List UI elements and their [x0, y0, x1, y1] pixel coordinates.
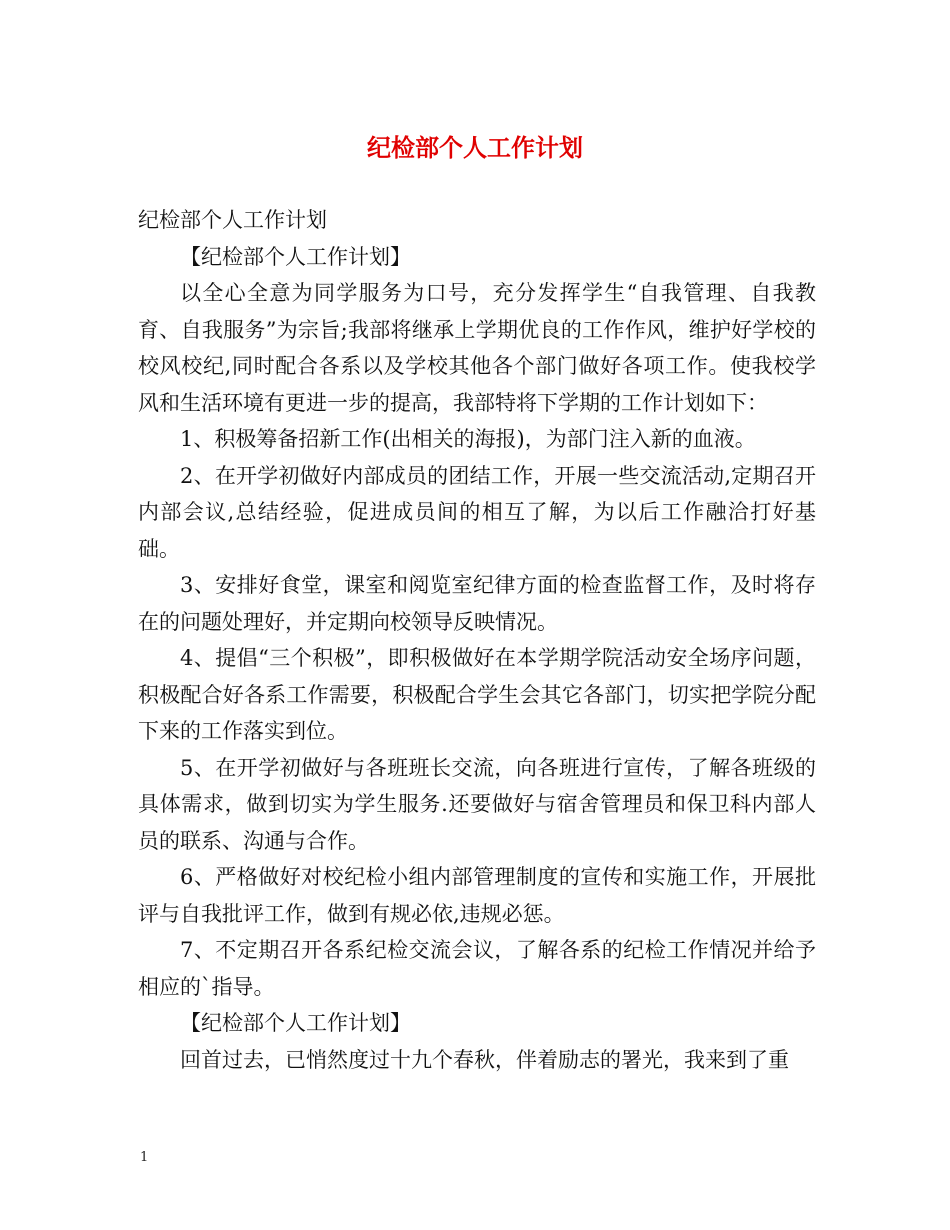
paragraph: 2、在开学初做好内部成员的团结工作，开展一些交流活动,定期召开内部会议,总结经验，促进成员间的相互了解，为以后工作融洽打好基础。 — [138, 463, 816, 561]
paragraph: 4、提倡“三个积极”，即积极做好在本学期学院活动安全场序问题，积极配合好各系工作需要，积极配合学生会其它各部门，切实把学院分配下来的工作落实到位。 — [138, 646, 816, 743]
paragraph: 7、不定期召开各系纪检交流会议，了解各系的纪检工作情况并给予相应的`指导。 — [138, 938, 816, 999]
paragraph: 【纪检部个人工作计划】 — [180, 1011, 411, 1035]
paragraph: 6、严格做好对校纪检小组内部管理制度的宣传和实施工作，开展批评与自我批评工作，做到有规必依,违规必惩。 — [138, 865, 816, 926]
paragraph: 纪检部个人工作计划 — [138, 208, 327, 232]
paragraph: 1、积极筹备招新工作(出相关的海报)，为部门注入新的血液。 — [180, 427, 756, 451]
paragraph: 以全心全意为同学服务为口号，充分发挥学生“自我管理、自我教育、自我服务”为宗旨;我部将继承上学期优良的工作作风，维护好学校的校风校纪,同时配合各系以及学校其他各个部门做好各项工作。使我校学风和生活环境有更进一步的提高，我部特将下学期的工作计划如下： — [138, 281, 816, 415]
document-body — [138, 202, 816, 1078]
paragraph: 回首过去，已悄然度过十九个春秋，伴着励志的署光，我来到了重 — [180, 1047, 789, 1072]
paragraph: 5、在开学初做好与各班班长交流，向各班进行宣传，了解各班级的具体需求，做到切实为学生服务.还要做好与宿舍管理员和保卫科内部人员的联系、沟通与合作。 — [138, 755, 816, 853]
document-title: 纪检部个人工作计划 — [367, 133, 583, 162]
page-number: 1 — [140, 1150, 149, 1165]
paragraph: 【纪检部个人工作计划】 — [180, 244, 411, 269]
paragraph: 3、安排好食堂，课室和阅览室纪律方面的检查监督工作，及时将存在的问题处理好，并定期向校领导反映情况。 — [138, 573, 816, 634]
